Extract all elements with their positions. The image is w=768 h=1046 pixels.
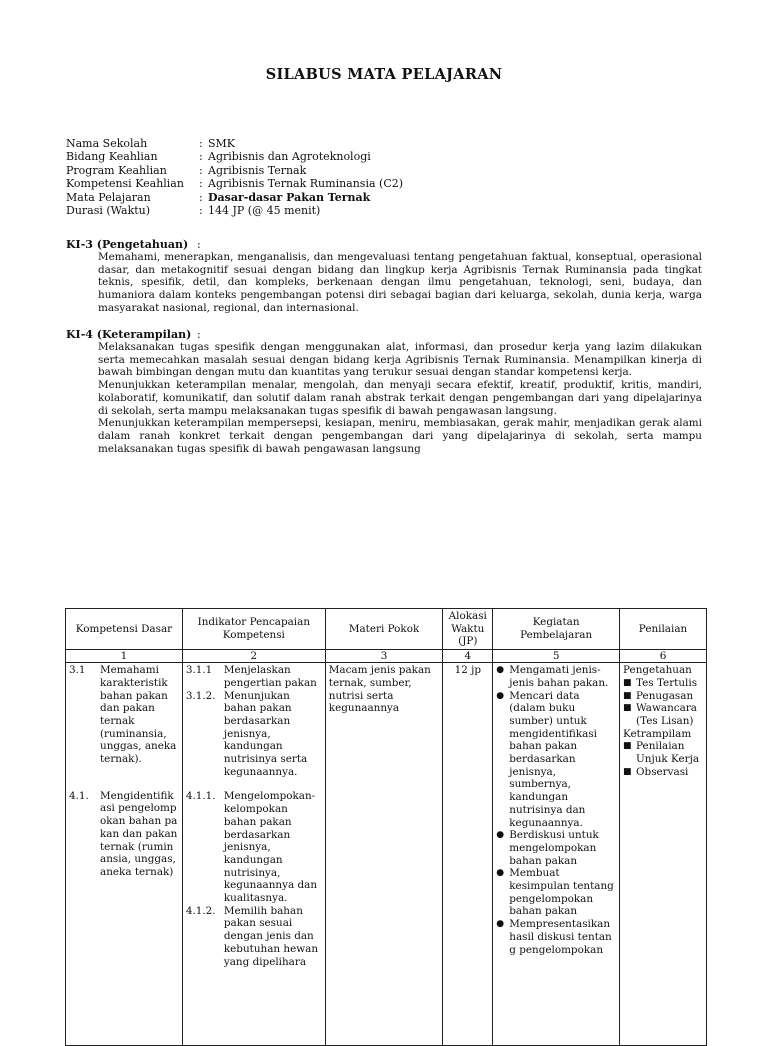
indikator-text: Menjelaskan pengertian pakan	[223, 664, 317, 689]
indikator-number: 4.1.2.	[185, 904, 216, 917]
table-row	[66, 663, 707, 1046]
info-label: Nama Sekolah	[66, 137, 148, 150]
alokasi-value: 12 jp	[454, 664, 481, 677]
kd-item	[69, 790, 179, 879]
ki4-heading	[66, 328, 201, 341]
kegiatan-text: Mengamati jenis-jenis bahan pakan.	[509, 664, 609, 689]
info-label: Program Keahlian	[66, 163, 167, 177]
list-item	[623, 702, 703, 727]
kd-number: 3.1	[69, 664, 86, 677]
list-item	[496, 664, 616, 689]
column-number: 1	[66, 650, 183, 663]
info-row	[66, 204, 403, 217]
kegiatan-text: Membuat kesimpulan tentang pengelompokan bahan pakan	[509, 867, 614, 918]
info-value: Agribisnis Ternak Ruminansia (C2)	[208, 177, 404, 191]
bullet-icon: ■	[623, 741, 632, 752]
materi-pokok-text: Macam jenis pakan ternak, sumber, nutrisi serta kegunaannya	[328, 664, 431, 715]
penilaian-pengetahuan-label: Pengetahuan	[623, 664, 692, 677]
list-item	[496, 867, 616, 918]
info-value: 144 JP (@ 45 menit)	[208, 204, 321, 218]
table-header-row	[66, 609, 707, 650]
bullet-icon: ●	[496, 665, 505, 676]
info-value: SMK	[208, 137, 236, 150]
ki3-heading	[66, 238, 201, 251]
kd-item	[69, 664, 179, 766]
info-value: Agribisnis Ternak	[208, 163, 307, 177]
indikator-cell	[182, 663, 325, 1046]
list-item	[496, 690, 616, 830]
indikator-item	[186, 790, 322, 904]
header-penilaian: Penilaian	[620, 609, 707, 650]
kegiatan-cell	[493, 663, 620, 1046]
syllabus-table	[65, 608, 707, 1046]
indikator-text: Mengelompokan-kelompokan bahan pakan berdasarkan jenisnya, kandungan nutrisinya, kegunaannya dan kualitasnya.	[223, 790, 318, 905]
kegiatan-list	[496, 664, 616, 956]
bullet-icon: ●	[496, 919, 505, 930]
penilaian-cell	[620, 663, 707, 1046]
bullet-icon: ●	[496, 868, 505, 879]
indikator-text: Memilih bahan pakan sesuai dengan jenis dan kebutuhan hewan yang dipelihara	[223, 904, 319, 968]
kd-cell	[66, 663, 183, 1046]
page-title: SILABUS MATA PELAJARAN	[265, 66, 503, 83]
header-indikator: Indikator Pencapaian Kompetensi	[182, 609, 325, 650]
indikator-text: Menunjukan bahan pakan berdasarkan jenisnya, kandungan nutrisinya serta kegunaannya.	[223, 689, 308, 778]
bullet-icon: ■	[623, 690, 632, 701]
header-kegiatan: Kegiatan Pembelajaran	[493, 609, 620, 650]
penilaian-keterampilan-label: Ketrampilam	[623, 727, 692, 740]
indikator-number: 3.1.1	[185, 664, 213, 677]
ki4-paragraph-1: Melaksanakan tugas spesifik dengan menggunakan alat, informasi, dan prosedur kerja yang lazim dilakukan serta memecahkan masalah sesuai dengan bidang kerja Agribisnis Ternak Ruminansia. Menampilkan kinerja di bawah bimbingan dengan mutu dan kuantitas yang terukur sesuai dengan standar kompetensi kerja.	[98, 341, 702, 379]
ki4-colon: :	[197, 328, 201, 341]
penilaian-text: Tes Tertulis	[636, 676, 698, 689]
penilaian-text: Penugasan	[636, 689, 694, 702]
alokasi-cell	[443, 663, 493, 1046]
info-value: Dasar-dasar Pakan Ternak	[208, 190, 371, 204]
ki3-paragraph: Memahami, menerapkan, menganalisis, dan mengevaluasi tentang pengetahuan faktual, konseptual, operasional dasar, dan metakognitif sesuai dengan bidang dan lingkup kerja Agribisnis Ternak Ruminansia pada tingkat teknis, spesifik, detil, dan kompleks, berkenaan dengan ilmu pengetahuan, teknologi, seni, budaya, dan humaniora dalam konteks pengembangan potensi diri sebagai bagian dari keluarga, sekolah, dunia kerja, warga masyarakat nasional, regional, dan internasional.	[98, 251, 702, 314]
info-value: Agribisnis dan Agroteknologi	[208, 150, 371, 164]
penilaian-text: Penilaian Unjuk Kerja	[636, 740, 700, 766]
list-item	[623, 677, 703, 690]
ki3-colon: :	[197, 238, 201, 251]
info-colon: :	[199, 137, 203, 150]
table-number-row	[66, 650, 707, 663]
info-colon: :	[199, 150, 203, 164]
ki4-text	[98, 341, 702, 455]
list-item	[623, 690, 703, 703]
column-number: 2	[182, 650, 325, 663]
info-label: Bidang Keahlian	[66, 150, 158, 164]
kegiatan-text: Mempresentasikan hasil diskusi tentang pengelompokan	[509, 918, 612, 956]
kegiatan-text: Mencari data (dalam buku sumber) untuk mengidentifikasi bahan pakan berdasarkan jenisnya, sumbernya, kandungan nutrisinya dan kegunaannya.	[509, 689, 597, 829]
header-kompetensi-dasar: Kompetensi Dasar	[66, 609, 183, 650]
indikator-item	[186, 690, 322, 779]
indikator-number: 3.1.2.	[185, 689, 216, 702]
list-item	[623, 740, 703, 765]
column-number: 5	[493, 650, 620, 663]
info-colon: :	[199, 163, 203, 177]
kd-number: 4.1.	[69, 789, 89, 802]
penilaian-text: Wawancara (Tes Lisan)	[636, 702, 697, 727]
info-row	[66, 137, 403, 150]
info-row	[66, 191, 403, 204]
penilaian-pengetahuan-list	[623, 677, 703, 728]
indikator-number: 4.1.1.	[185, 790, 216, 803]
header-alokasi-waktu: Alokasi Waktu (JP)	[443, 609, 493, 650]
bullet-icon: ●	[496, 830, 505, 841]
info-colon: :	[199, 177, 203, 191]
info-row	[66, 164, 403, 177]
kd-text: Memahami karakteristik bahan pakan dan pakan ternak (ruminansia, unggas, aneka ternak).	[100, 664, 177, 766]
ki4-paragraph-3: Menunjukkan keterampilan mempersepsi, kesiapan, meniru, membiasakan, gerak mahir, menjadikan gerak alami dalam ranah konkret terkait dengan pengembangan dari yang dipelajarinya di sekolah, serta mampu melaksanakan tugas spesifik di bawah pengawasan langsung	[98, 417, 702, 455]
bullet-icon: ■	[623, 766, 632, 777]
bullet-icon: ●	[496, 690, 505, 701]
bullet-icon: ■	[623, 703, 632, 714]
penilaian-text: Observasi	[636, 765, 689, 778]
penilaian-keterampilan-list	[623, 740, 703, 778]
info-row	[66, 177, 403, 190]
kd-text: Mengidentifikasi pengelompokan bahan pakan dan pakan ternak (ruminansia, unggas, aneka ternak)	[100, 789, 178, 878]
bullet-icon: ■	[623, 677, 632, 688]
column-number: 3	[325, 650, 443, 663]
list-item	[623, 766, 703, 779]
school-info	[66, 137, 403, 217]
materi-cell	[325, 663, 443, 1046]
info-label: Durasi (Waktu)	[66, 204, 151, 218]
info-label: Mata Pelajaran	[66, 190, 151, 204]
ki3-text	[98, 251, 702, 315]
list-item	[496, 918, 616, 956]
info-label: Kompetensi Keahlian	[66, 177, 184, 191]
info-colon: :	[199, 204, 203, 218]
column-number: 4	[443, 650, 493, 663]
ki4-heading-label: KI-4 (Keterampilan)	[66, 328, 192, 341]
info-row	[66, 150, 403, 163]
column-number: 6	[620, 650, 707, 663]
info-colon: :	[199, 190, 203, 204]
kegiatan-text: Berdiskusi untuk mengelompokan bahan pakan	[509, 829, 599, 867]
ki4-paragraph-2: Menunjukkan keterampilan menalar, mengolah, dan menyaji secara efektif, kreatif, produktif, kritis, mandiri, kolaboratif, komunikatif, dan solutif dalam ranah abstrak terkait dengan pengembangan dari yang dipelajarinya di sekolah, serta mampu melaksanakan tugas spesifik di bawah pengawasan langsung.	[98, 379, 702, 417]
list-item	[496, 829, 616, 867]
indikator-item	[186, 664, 322, 689]
header-materi-pokok: Materi Pokok	[325, 609, 443, 650]
ki3-heading-label: KI-3 (Pengetahuan)	[66, 238, 189, 251]
indikator-item	[186, 905, 322, 969]
